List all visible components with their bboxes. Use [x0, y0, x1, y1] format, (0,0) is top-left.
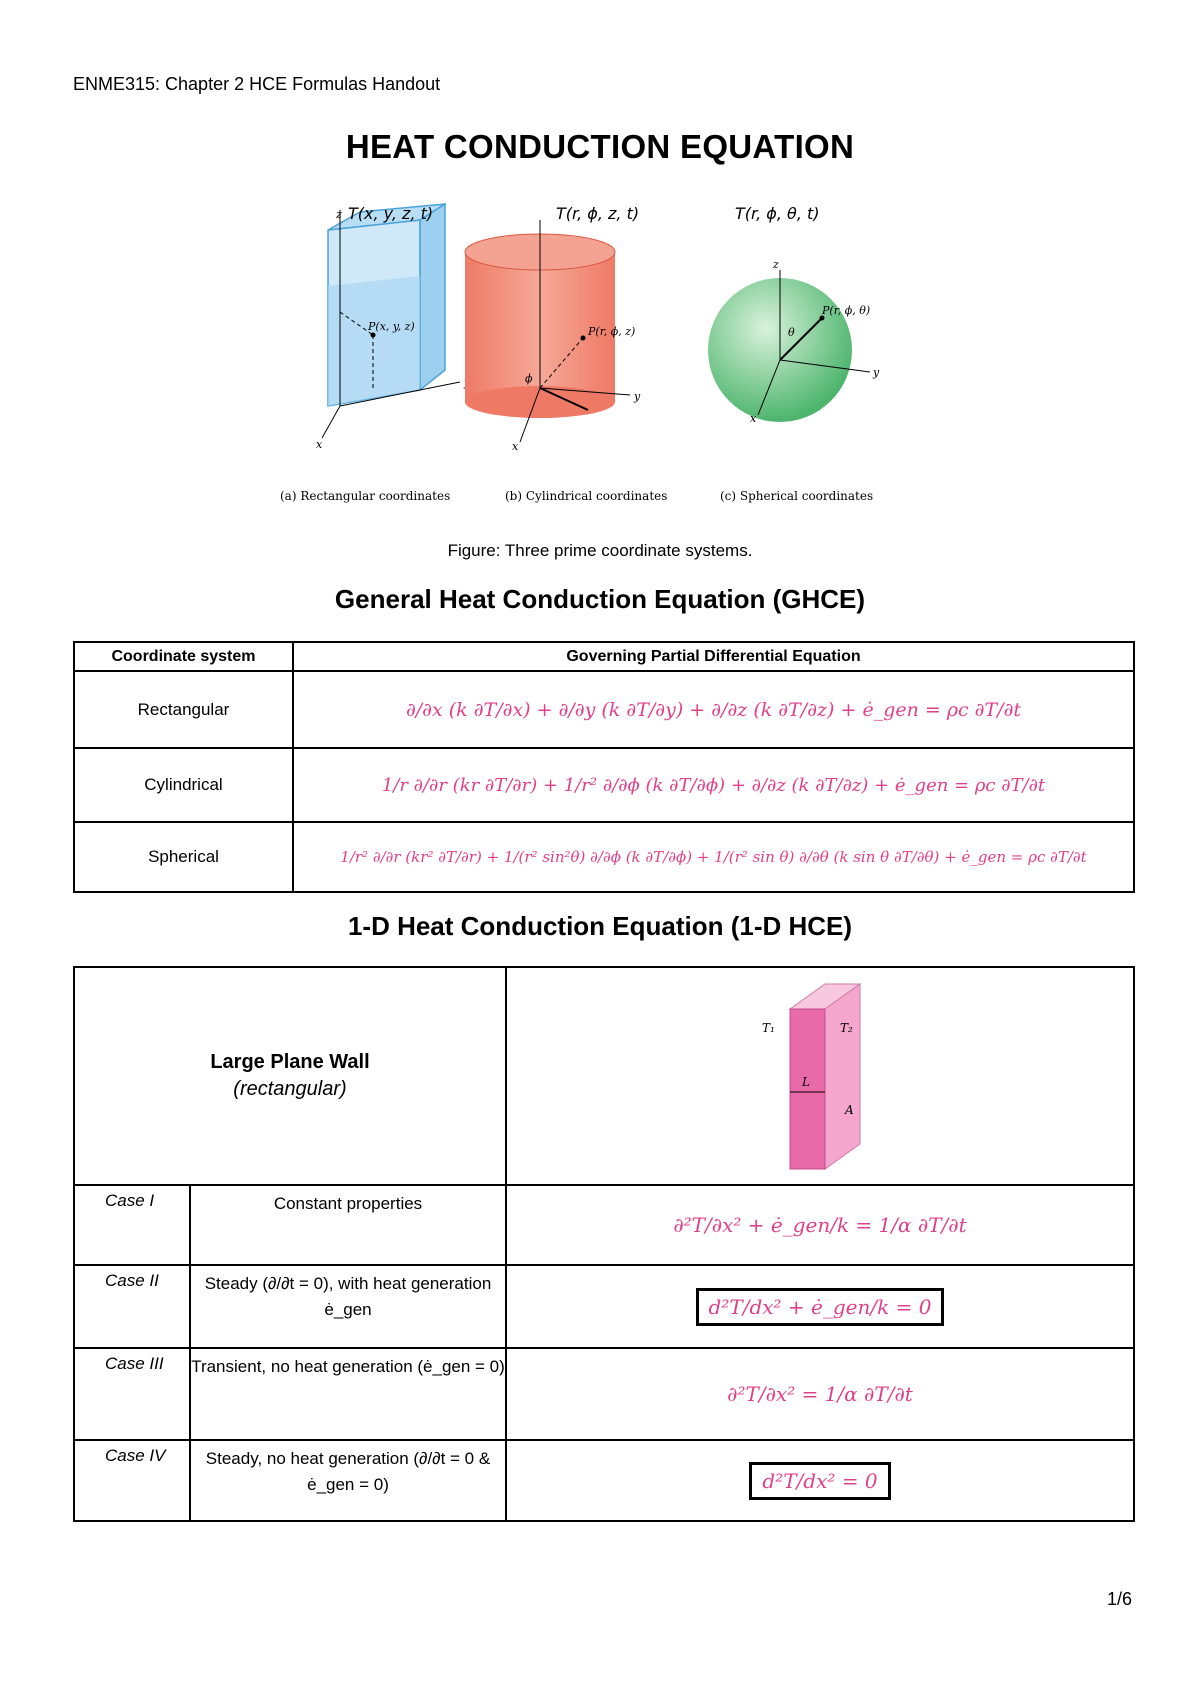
ghce-row-cylindrical	[74, 748, 1134, 822]
plane-wall-label-cell	[74, 967, 506, 1185]
case-equation-cell	[506, 1185, 1134, 1265]
ghce-header-system: Coordinate system	[74, 642, 293, 671]
plane-wall-svg	[720, 974, 920, 1174]
sph-temp-label: T(r, ϕ, θ, t)	[735, 204, 820, 223]
cyl-axis-y: y	[634, 390, 641, 403]
case-description: Transient, no heat generation (ė_gen = 0)	[190, 1348, 506, 1440]
figure-caption: Figure: Three prime coordinate systems.	[447, 541, 753, 560]
caption-c: (c) Spherical coordinates	[720, 489, 874, 503]
ghce-row-rectangular	[74, 671, 1134, 748]
cyl-axis-x: x	[512, 440, 519, 453]
rect-temp-label: T(x, y, z, t)	[348, 204, 434, 223]
cylinder-diagram	[465, 204, 641, 453]
case-equation: d²T/dx² = 0	[762, 1468, 878, 1493]
case-description: Steady (∂/∂t = 0), with heat generation ė_gen	[190, 1265, 506, 1348]
caption-b: (b) Cylindrical coordinates	[505, 489, 668, 503]
equation-text: ∂/∂x (k ∂T/∂x) + ∂/∂y (k ∂T/∂y) + ∂/∂z (k ∂T/∂z) + ė_gen = ρc ∂T/∂t	[405, 698, 1022, 721]
case-equation: ∂²T/∂x² + ė_gen/k = 1/α ∂T/∂t	[673, 1213, 967, 1237]
case-row	[74, 1348, 1134, 1440]
ghce-row-spherical	[74, 822, 1134, 892]
wall-thickness-label: L	[802, 1074, 810, 1089]
hce1d-section-title: 1-D Heat Conduction Equation (1-D HCE)	[347, 911, 853, 941]
ghce-table	[73, 641, 1135, 893]
wall-t2-label: T₂	[840, 1020, 853, 1035]
rect-axis-x: x	[316, 438, 323, 451]
sph-point-label: P(r, ϕ, θ)	[822, 304, 871, 317]
sph-axis-theta: θ	[788, 326, 795, 339]
case-label: Case III	[74, 1348, 190, 1440]
case-row	[74, 1265, 1134, 1348]
case-label: Case II	[74, 1265, 190, 1348]
cyl-point-label: P(r, ϕ, z)	[588, 325, 636, 338]
case-equation: d²T/dx² + ė_gen/k = 0	[708, 1294, 932, 1319]
ghce-header-row	[74, 642, 1134, 671]
case-equation: ∂²T/∂x² = 1/α ∂T/∂t	[727, 1382, 913, 1406]
coordinate-systems-svg	[280, 204, 900, 510]
ghce-section-title: General Heat Conduction Equation (GHCE)	[334, 584, 866, 614]
boxed-equation	[749, 1462, 890, 1500]
plane-wall-row	[74, 967, 1134, 1185]
coordinate-systems-figure	[280, 204, 900, 510]
equation-rectangular	[293, 671, 1134, 748]
case-label: Case I	[74, 1185, 190, 1265]
document-header: ENME315: Chapter 2 HCE Formulas Handout	[73, 74, 441, 94]
case-equation-cell	[506, 1265, 1134, 1348]
sph-axis-z: z	[773, 258, 779, 271]
plane-wall-title: Large Plane Wall	[210, 1051, 370, 1073]
caption-a: (a) Rectangular coordinates	[280, 489, 451, 503]
system-label: Rectangular	[74, 671, 293, 748]
equation-text: 1/r² ∂/∂r (kr² ∂T/∂r) + 1/(r² sin²θ) ∂/∂ϕ (k ∂T/∂ϕ) + 1/(r² sin θ) ∂/∂θ (k sin θ ∂T/∂θ) + ė_gen = ρc ∂T/∂t	[340, 847, 1087, 866]
cyl-axis-phi: ϕ	[525, 372, 533, 385]
rect-point-label: P(x, y, z)	[368, 320, 415, 333]
case-row	[74, 1440, 1134, 1521]
case-description: Steady, no heat generation (∂/∂t = 0 & ė_gen = 0)	[190, 1440, 506, 1521]
plane-wall-subtitle: (rectangular)	[233, 1078, 347, 1100]
ghce-header-equation: Governing Partial Differential Equation	[293, 642, 1134, 671]
rect-axis-z: z	[336, 208, 342, 221]
case-label: Case IV	[74, 1440, 190, 1521]
system-label: Spherical	[74, 822, 293, 892]
case-equation-cell	[506, 1348, 1134, 1440]
equation-cylindrical	[293, 748, 1134, 822]
system-label: Cylindrical	[74, 748, 293, 822]
sph-axis-x: x	[750, 412, 757, 425]
case-row	[74, 1185, 1134, 1265]
page-title: HEAT CONDUCTION EQUATION	[345, 128, 855, 165]
wall-t1-label: T₁	[762, 1020, 775, 1035]
sphere-diagram	[708, 204, 880, 425]
equation-spherical	[293, 822, 1134, 892]
plane-wall-figure-cell	[506, 967, 1134, 1185]
page-number: 1/6	[1106, 1589, 1132, 1609]
sph-axis-y: y	[873, 366, 880, 379]
wall-area-label: A	[845, 1102, 854, 1117]
case-description: Constant properties	[190, 1185, 506, 1265]
case-equation-cell	[506, 1440, 1134, 1521]
rectangular-box-diagram	[316, 204, 471, 451]
boxed-equation	[696, 1288, 945, 1326]
cyl-temp-label: T(r, ϕ, z, t)	[556, 204, 640, 223]
hce1d-table	[73, 966, 1135, 1522]
equation-text: 1/r ∂/∂r (kr ∂T/∂r) + 1/r² ∂/∂ϕ (k ∂T/∂ϕ) + ∂/∂z (k ∂T/∂z) + ė_gen = ρc ∂T/∂t	[381, 774, 1046, 796]
